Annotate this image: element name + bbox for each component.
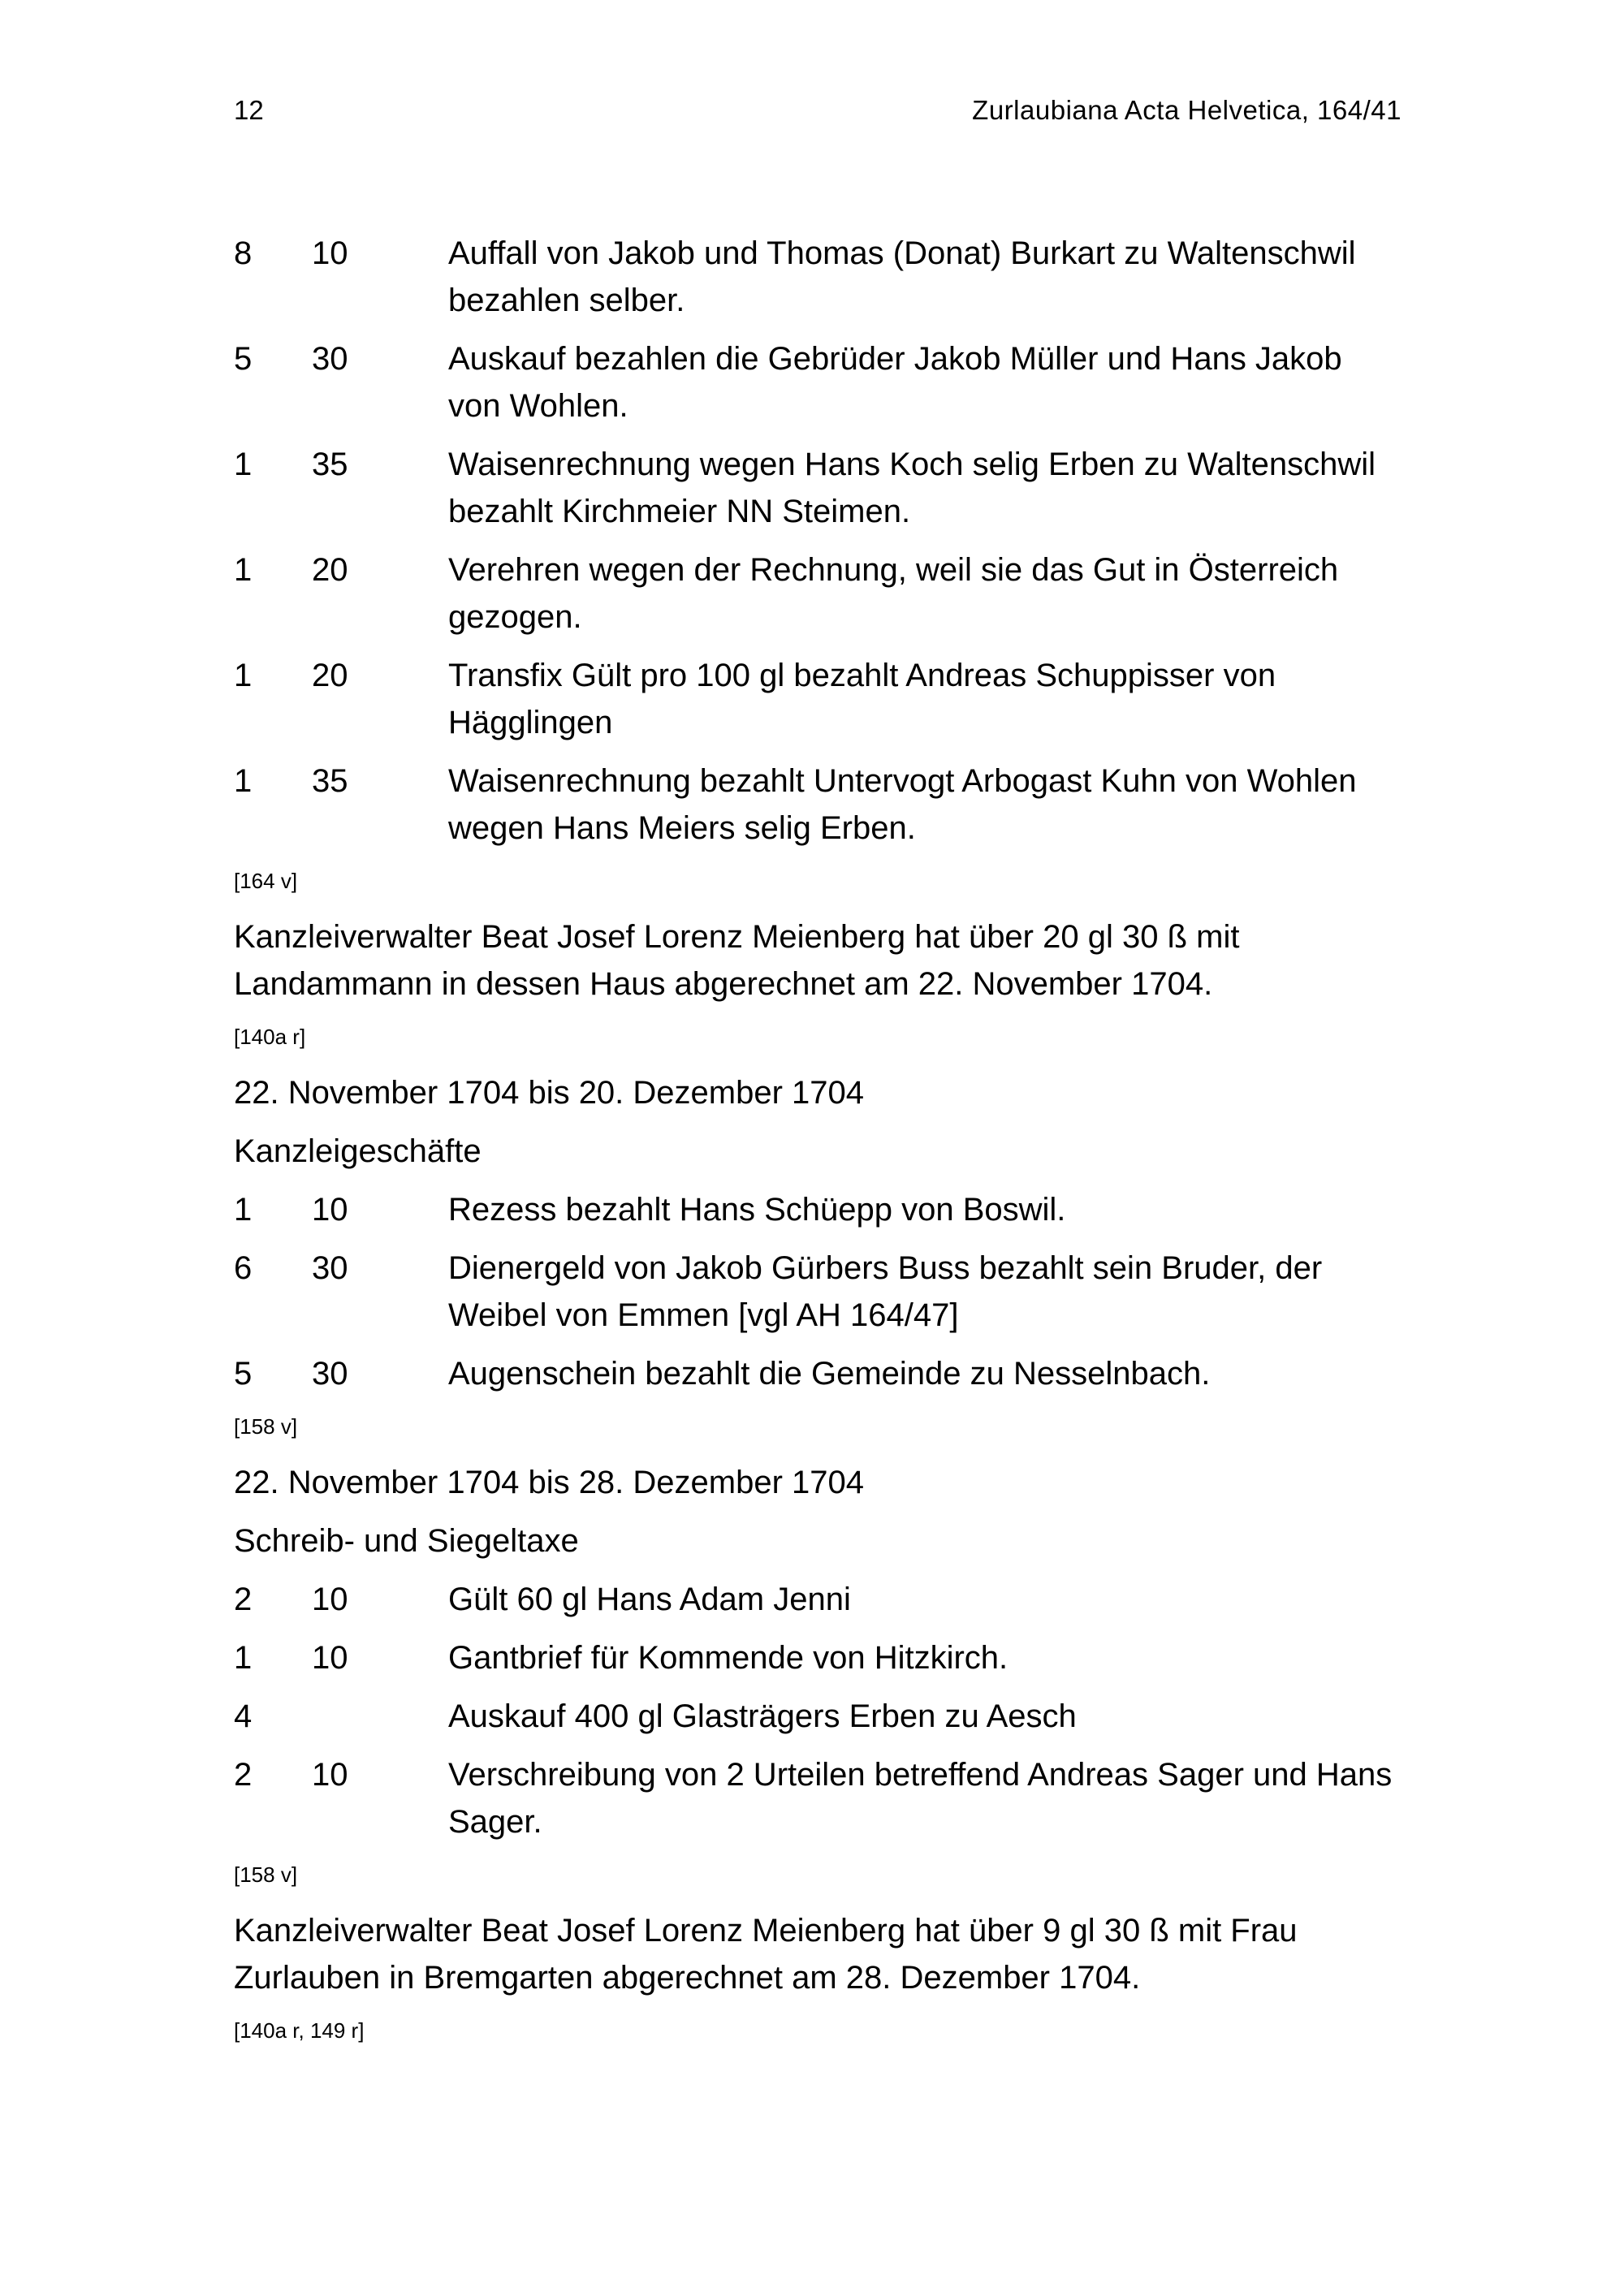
entry-schilling: 35 <box>312 763 348 799</box>
page-content <box>234 230 1403 2063</box>
entry-schilling: 10 <box>312 1192 348 1228</box>
section-heading: Kanzleigeschäfte <box>234 1133 482 1169</box>
ledger-entry <box>234 1186 1403 1233</box>
folio-reference: [140a r] <box>234 1025 306 1049</box>
ledger-entry <box>234 546 1403 641</box>
entry-text: Auskauf 400 gl Glasträgers Erben zu Aesch <box>448 1698 1077 1734</box>
ledger-entry <box>234 1634 1403 1681</box>
entry-gulden: 1 <box>234 552 253 588</box>
date-range: 22. November 1704 bis 20. Dezember 1704 <box>234 1075 865 1111</box>
entry-gulden: 4 <box>234 1698 253 1734</box>
entry-gulden: 1 <box>234 447 253 482</box>
entry-schilling: 30 <box>312 341 348 377</box>
ledger-entry <box>234 1350 1403 1397</box>
entry-text: Verehren wegen der Rechnung, weil sie das Gut in Österreich gezogen. <box>448 552 1339 635</box>
entry-text: Augenschein bezahlt die Gemeinde zu Nesselnbach. <box>448 1356 1211 1392</box>
folio-reference: [164 v] <box>234 869 298 893</box>
entry-schilling: 20 <box>312 658 348 693</box>
ledger-entry <box>234 1576 1403 1623</box>
ledger-entry <box>234 335 1403 429</box>
date-range: 22. November 1704 bis 28. Dezember 1704 <box>234 1465 865 1500</box>
entry-schilling: 10 <box>312 1640 348 1676</box>
folio-reference: [140a r, 149 r] <box>234 2018 365 2043</box>
entry-gulden: 1 <box>234 1640 253 1676</box>
entry-text: Waisenrechnung wegen Hans Koch selig Erben zu Waltenschwil bezahlt Kirchmeier NN Steimen. <box>448 447 1376 529</box>
ledger-entry <box>234 652 1403 746</box>
entry-gulden: 1 <box>234 1192 253 1228</box>
entry-schilling: 35 <box>312 447 348 482</box>
ledger-entry <box>234 757 1403 852</box>
page-number: 12 <box>234 95 264 125</box>
entry-gulden: 2 <box>234 1757 253 1793</box>
entry-schilling: 10 <box>312 1757 348 1793</box>
entry-text: Auffall von Jakob und Thomas (Donat) Burkart zu Waltenschwil bezahlen selber. <box>448 235 1356 318</box>
entry-text: Gült 60 gl Hans Adam Jenni <box>448 1582 851 1617</box>
entry-text: Auskauf bezahlen die Gebrüder Jakob Müller und Hans Jakob von Wohlen. <box>448 341 1342 424</box>
entry-schilling: 30 <box>312 1356 348 1392</box>
folio-reference: [158 v] <box>234 1862 298 1887</box>
entry-text: Gantbrief für Kommende von Hitzkirch. <box>448 1640 1009 1676</box>
entry-text: Rezess bezahlt Hans Schüepp von Boswil. <box>448 1192 1066 1228</box>
running-title: Zurlaubiana Acta Helvetica, 164/41 <box>972 95 1402 125</box>
settlement-note: Kanzleiverwalter Beat Josef Lorenz Meienberg hat über 20 gl 30 ß mit Landammann in dessen Haus abgerechnet am 22. November 1704. <box>234 919 1240 1002</box>
entry-text: Transfix Gült pro 100 gl bezahlt Andreas Schuppisser von Hägglingen <box>448 658 1276 740</box>
entry-gulden: 2 <box>234 1582 253 1617</box>
entry-schilling: 10 <box>312 1582 348 1617</box>
ledger-entry <box>234 1751 1403 1845</box>
entry-text: Waisenrechnung bezahlt Untervogt Arbogast Kuhn von Wohlen wegen Hans Meiers selig Erben. <box>448 763 1357 846</box>
entry-gulden: 1 <box>234 763 253 799</box>
ledger-entry <box>234 441 1403 535</box>
entry-gulden: 6 <box>234 1250 253 1286</box>
page-header <box>234 91 1402 130</box>
ledger-entry <box>234 1245 1403 1339</box>
entry-schilling: 10 <box>312 235 348 271</box>
entry-schilling: 20 <box>312 552 348 588</box>
entry-gulden: 5 <box>234 1356 253 1392</box>
entry-gulden: 5 <box>234 341 253 377</box>
entry-text: Dienergeld von Jakob Gürbers Buss bezahlt sein Bruder, der Weibel von Emmen [vgl AH 164/47] <box>448 1250 1323 1333</box>
entry-text: Verschreibung von 2 Urteilen betreffend Andreas Sager und Hans Sager. <box>448 1757 1393 1840</box>
settlement-note: Kanzleiverwalter Beat Josef Lorenz Meienberg hat über 9 gl 30 ß mit Frau Zurlauben in Bremgarten abgerechnet am 28. Dezember 1704. <box>234 1913 1298 1996</box>
folio-reference: [158 v] <box>234 1414 298 1439</box>
entry-gulden: 1 <box>234 658 253 693</box>
ledger-entry <box>234 230 1403 324</box>
section-heading: Schreib- und Siegeltaxe <box>234 1523 579 1559</box>
entry-schilling: 30 <box>312 1250 348 1286</box>
ledger-entry <box>234 1693 1403 1740</box>
entry-gulden: 8 <box>234 235 253 271</box>
